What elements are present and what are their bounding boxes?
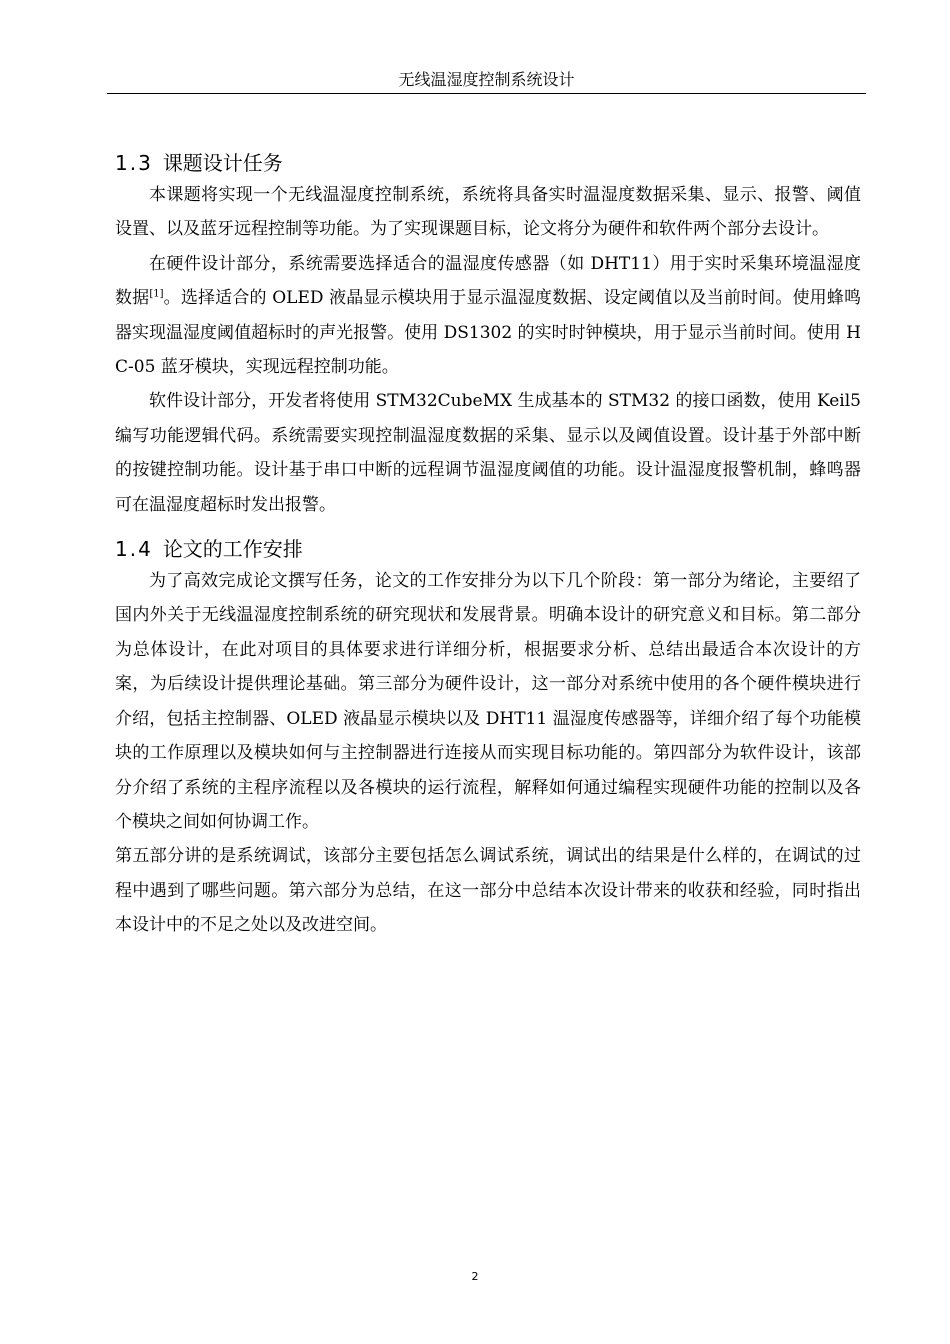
citation-marker: [1] [149, 288, 164, 300]
paragraph: 为了高效完成论文撰写任务，论文的工作安排分为以下几个阶段：第一部分为绪论，主要绍了国内外关于无线温湿度控制系统的研究现状和发展背景。明确本设计的研究意义和目标。第二部分为总体设计，在此对项目的具体要求进行详细分析，根据要求分析、总结出最适合本次设计的方案，为后续设计提供理论基础。第三部分为硬件设计，这一部分对系统中使用的各个硬件模块进行介绍，包括主控制器、OLED 液晶显示模块以及 DHT11 温湿度传感器等，详细介绍了每个功能模块的工作原理以及模块如何与主控制器进行连接从而实现目标功能的。第四部分为软件设计，该部分介绍了系统的主程序流程以及各模块的运行流程，解释如何通过编程实现硬件功能的控制以及各个模块之间如何协调工作。 [115, 571, 861, 832]
paragraph-text: 。选择适合的 OLED 液晶显示模块用于显示温湿度数据、设定阈值以及当前时间。使用蜂鸣器实现温湿度阈值超标时的声光报警。使用 DS1302 的实时时钟模块，用于显示当前时间。使用 HC-05 蓝牙模块，实现远程控制功能。 [115, 288, 862, 378]
page-number: 2 [471, 1270, 479, 1283]
section-number: 1.3 [115, 151, 153, 175]
document-body [115, 148, 861, 949]
page-header [107, 66, 866, 94]
section-1-4 [115, 534, 861, 942]
paragraph: 第五部分讲的是系统调试，该部分主要包括怎么调试系统，调试出的结果是什么样的，在调试的过程中遇到了哪些问题。第六部分为总结，在这一部分中总结本次设计带来的收获和经验，同时指出本设计中的不足之处以及改进空间。 [115, 846, 861, 936]
header-title: 无线温湿度控制系统设计 [398, 70, 575, 89]
paragraph: 本课题将实现一个无线温湿度控制系统，系统将具备实时温湿度数据采集、显示、报警、阈值设置、以及蓝牙远程控制等功能。为了实现课题目标，论文将分为硬件和软件两个部分去设计。 [115, 185, 861, 240]
section-title: 课题设计任务 [162, 151, 283, 175]
section-heading [115, 534, 861, 564]
section-1-3 [115, 148, 861, 522]
paragraph-text: 在硬件设计部分，系统需要选择适合的温湿度传感器（如 DHT11）用于实时采集环境温湿度数据 [115, 253, 861, 309]
section-title: 论文的工作安排 [162, 537, 303, 562]
section-number: 1.4 [115, 537, 153, 562]
paragraph-with-citation [115, 247, 861, 385]
paragraph: 软件设计部分，开发者将使用 STM32CubeMX 生成基本的 STM32 的接口函数，使用 Keil5 编写功能逻辑代码。系统需要实现控制温湿度数据的采集、显示以及阈值设置。设计基于外部中断的按键控制功能。设计基于串口中断的远程调节温湿度阈值的功能。设计温湿度报警机制，蜂鸣器可在温湿度超标时发出报警。 [115, 391, 861, 515]
section-heading [115, 148, 861, 178]
